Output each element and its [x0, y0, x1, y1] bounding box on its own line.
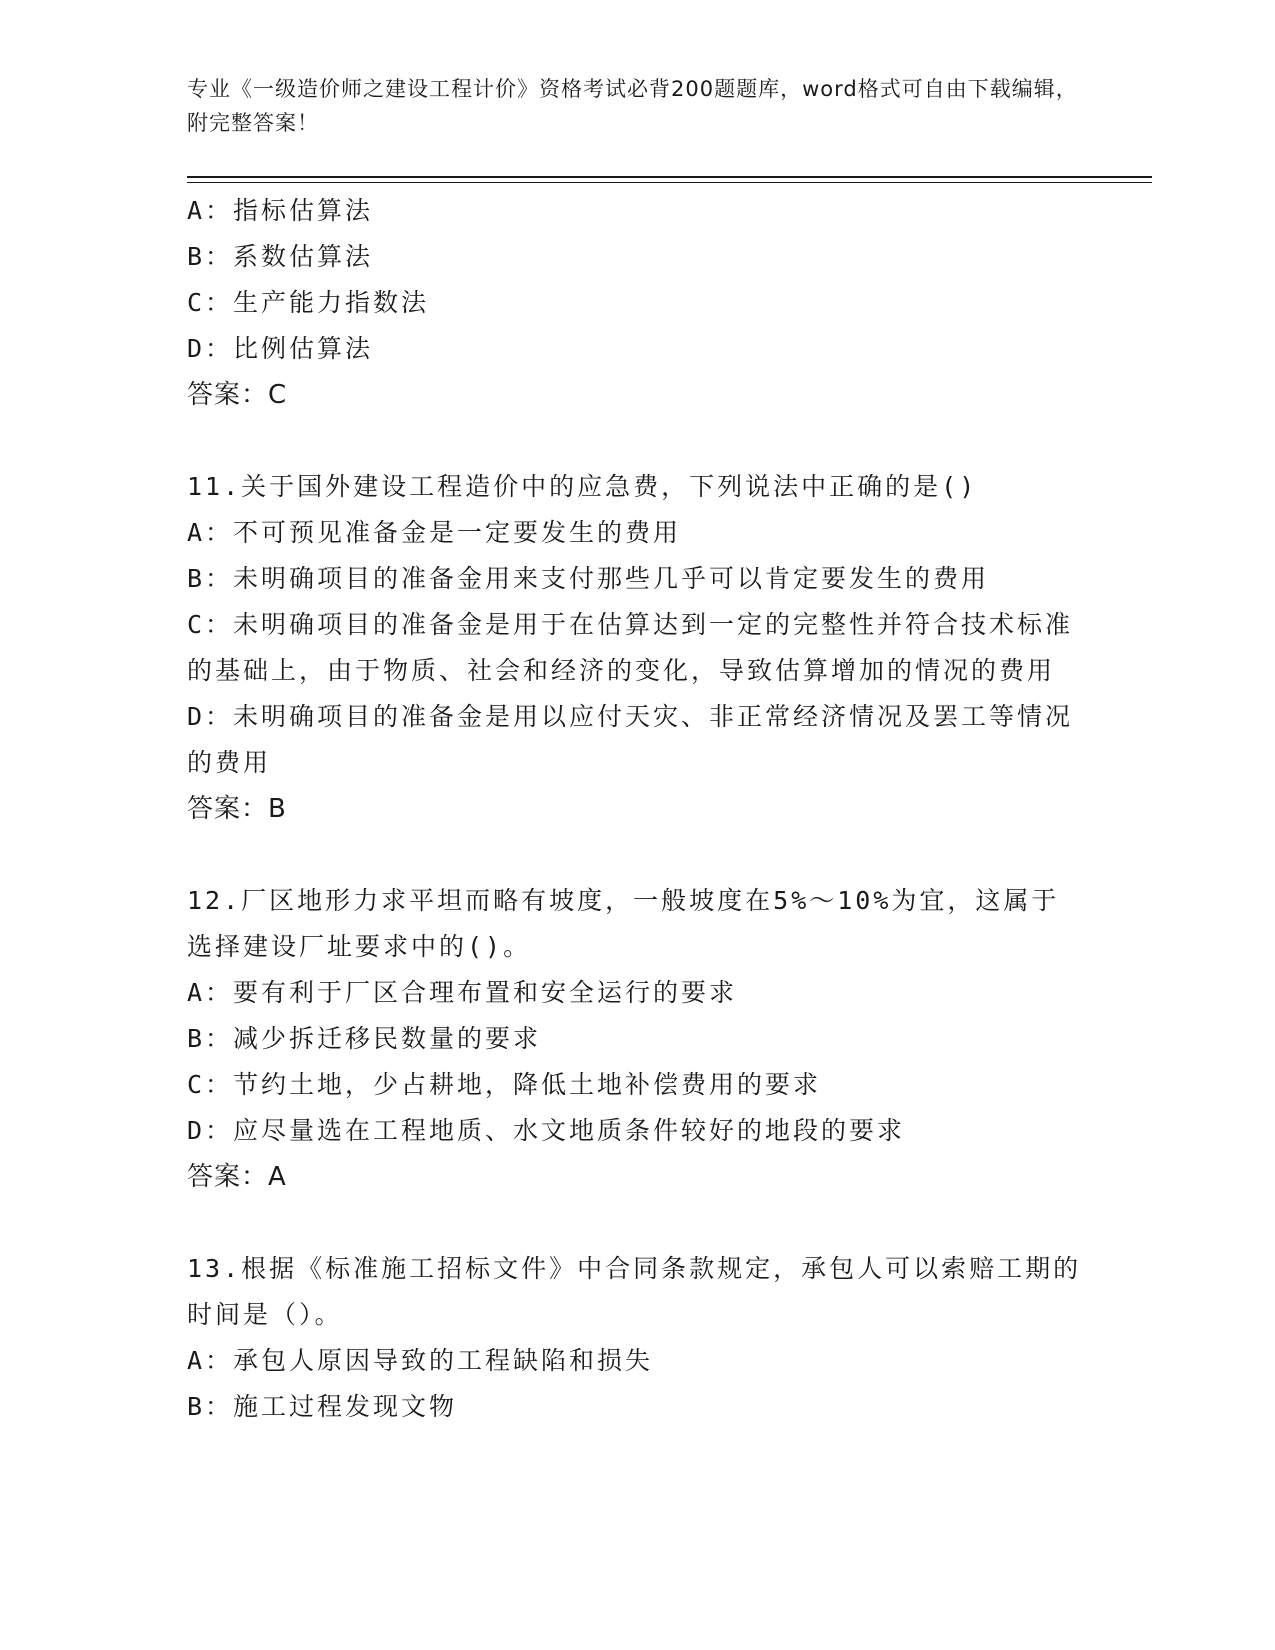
option-c: C：生产能力指数法: [187, 288, 430, 317]
spacer: [187, 418, 1087, 464]
question-11: [187, 464, 1087, 832]
answer: 答案：A: [187, 1162, 287, 1192]
header-divider-thick: [187, 176, 1152, 178]
option-b: B：减少拆迁移民数量的要求: [187, 1024, 542, 1053]
question-stem: 12.厂区地形力求平坦而略有坡度，一般坡度在5%～10%为宜，这属于选择建设厂址要求中的()。: [187, 886, 1060, 961]
option-b: B：未明确项目的准备金用来支付那些几乎可以肯定要发生的费用: [187, 564, 990, 593]
header-divider-thin: [187, 182, 1152, 183]
question-body: [187, 188, 1087, 1430]
option-b: B：施工过程发现文物: [187, 1392, 458, 1421]
option-a: A：不可预见准备金是一定要发生的费用: [187, 518, 682, 547]
option-c: C：未明确项目的准备金是用于在估算达到一定的完整性并符合技术标准的基础上，由于物质、社会和经济的变化，导致估算增加的情况的费用: [187, 610, 1074, 685]
option-d: D：未明确项目的准备金是用以应付天灾、非正常经济情况及罢工等情况的费用: [187, 702, 1074, 777]
document-header: 专业《一级造价师之建设工程计价》资格考试必背200题题库，word格式可自由下载编辑，附完整答案！: [187, 77, 1078, 135]
answer: 答案：B: [187, 794, 287, 824]
answer: 答案：C: [187, 380, 288, 410]
spacer: [187, 1200, 1087, 1246]
option-a: A：承包人原因导致的工程缺陷和损失: [187, 1346, 654, 1375]
question-stem: 13.根据《标准施工招标文件》中合同条款规定，承包人可以索赔工期的时间是（）。: [187, 1254, 1082, 1329]
option-b: B：系数估算法: [187, 242, 374, 271]
question-stem: 11.关于国外建设工程造价中的应急费，下列说法中正确的是(): [187, 472, 978, 501]
option-a: A：要有利于厂区合理布置和安全运行的要求: [187, 978, 738, 1007]
option-a: A：指标估算法: [187, 196, 374, 225]
option-d: D：比例估算法: [187, 334, 374, 363]
question-13: [187, 1246, 1087, 1430]
option-c: C：节约土地，少占耕地，降低土地补偿费用的要求: [187, 1070, 822, 1099]
question-10: [187, 188, 1087, 418]
spacer: [187, 832, 1087, 878]
option-d: D：应尽量选在工程地质、水文地质条件较好的地段的要求: [187, 1116, 906, 1145]
question-12: [187, 878, 1087, 1200]
